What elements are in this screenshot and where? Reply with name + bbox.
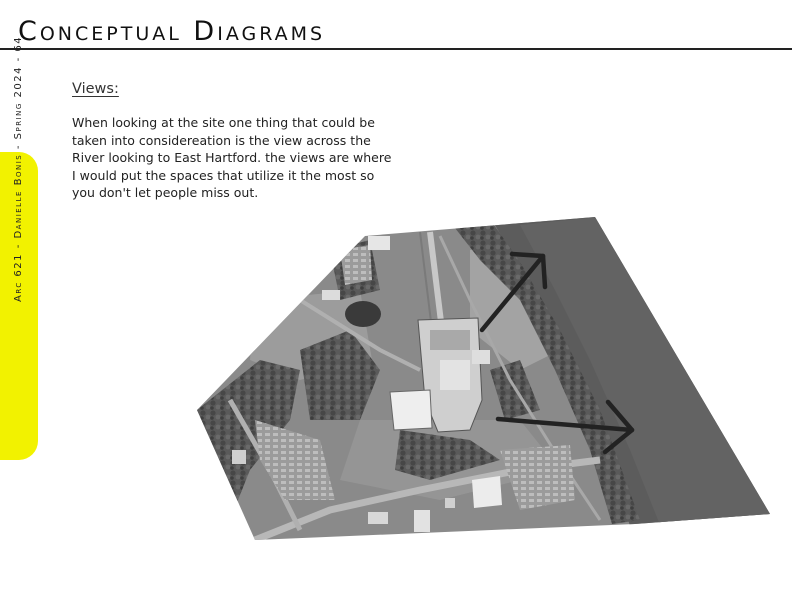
section-heading: Views: <box>72 81 119 97</box>
body-paragraph: When looking at the site one thing that could be taken into considereation is the view across the River looking to East Hartford. the views are where I would put the spaces that utilize it the most so you don't let people miss out. <box>72 115 392 201</box>
side-tab-text: Arc 621 - Danielle Bonis - Spring 2024 - 64 <box>13 35 24 302</box>
page-title: Conceptual Diagrams <box>18 16 326 47</box>
